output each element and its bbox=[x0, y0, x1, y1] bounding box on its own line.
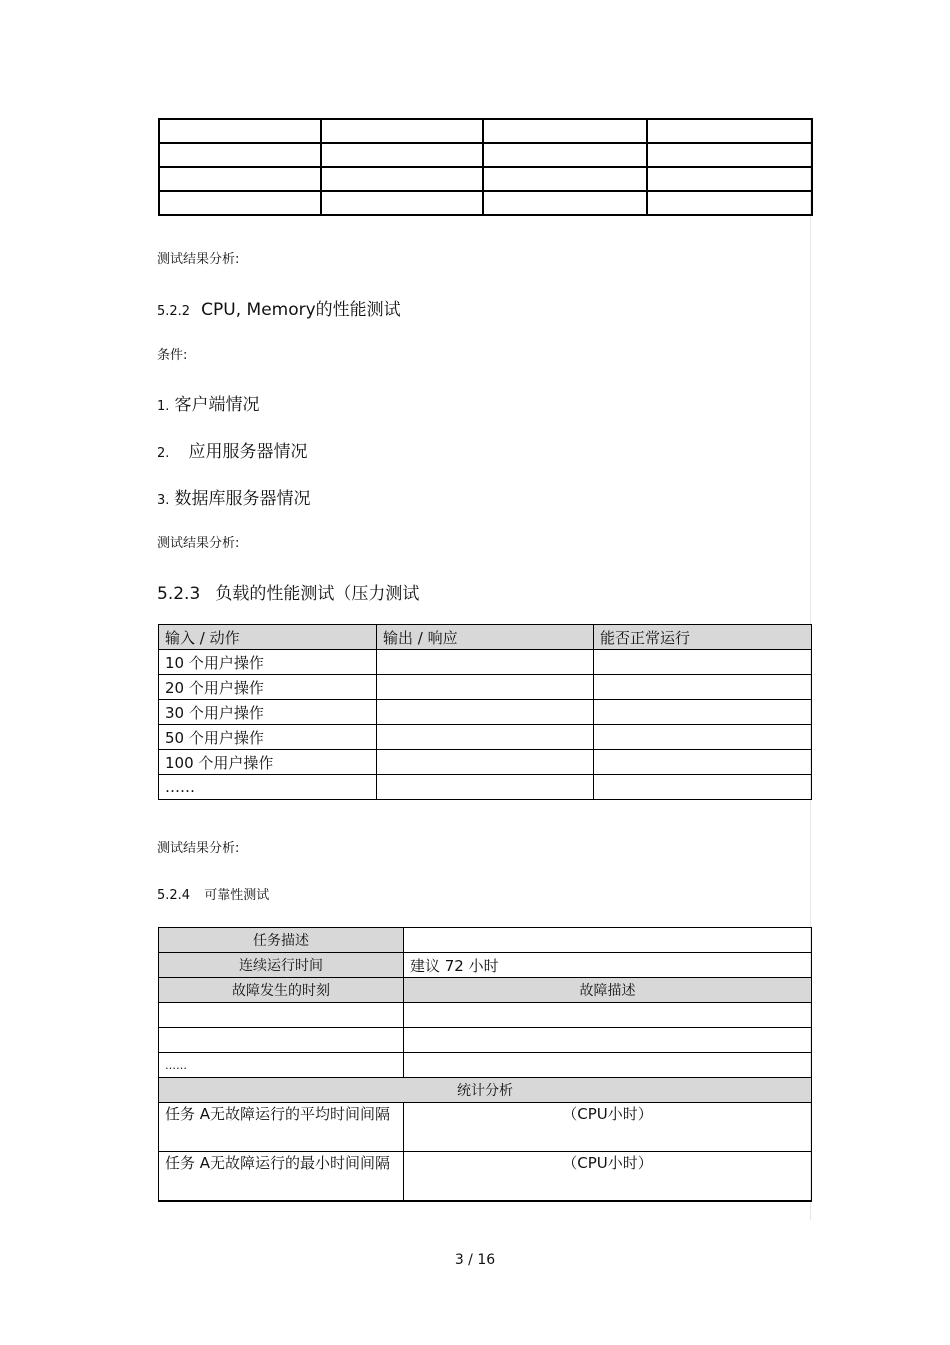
table-header-row bbox=[159, 625, 812, 650]
stats-header: 统计分析 bbox=[159, 1078, 812, 1103]
header-status: 能否正常运行 bbox=[594, 625, 812, 650]
table-row bbox=[159, 1103, 812, 1152]
mtbf-min-value: （CPU小时） bbox=[404, 1152, 812, 1202]
section-title: 负载的性能测试（压力测试 bbox=[215, 584, 420, 604]
table-row bbox=[159, 119, 812, 143]
load-test-table bbox=[158, 624, 812, 800]
analysis-label: 测试结果分析: bbox=[157, 536, 240, 551]
conditions-label: 条件: bbox=[157, 348, 188, 363]
fault-time-header: 故障发生的时刻 bbox=[159, 978, 404, 1003]
header-output: 输出 / 响应 bbox=[377, 625, 594, 650]
section-heading-523 bbox=[157, 579, 419, 604]
page-number: 3 / 16 bbox=[454, 1252, 496, 1268]
table-row: 50 个用户操作 bbox=[159, 725, 812, 750]
section-number: 5.2.4 bbox=[157, 888, 191, 903]
runtime-value: 建议 72 小时 bbox=[404, 953, 812, 978]
section-number: 5.2.2 bbox=[157, 304, 191, 319]
mtbf-avg-label: 任务 A无故障运行的平均时间间隔 bbox=[159, 1103, 404, 1152]
table-row bbox=[159, 928, 812, 953]
section-title: CPU, Memory的性能测试 bbox=[201, 300, 401, 320]
table-row: 20 个用户操作 bbox=[159, 675, 812, 700]
section-heading-522 bbox=[157, 295, 401, 320]
table-row bbox=[159, 191, 812, 215]
continued-table bbox=[158, 118, 813, 216]
mtbf-min-label: 任务 A无故障运行的最小时间间隔 bbox=[159, 1152, 404, 1202]
list-item: 3. 数据库服务器情况 bbox=[157, 489, 311, 509]
table-row bbox=[159, 953, 812, 978]
section-number: 5.2.3 bbox=[157, 584, 201, 604]
table-row: …… bbox=[159, 775, 812, 800]
list-item: 1. 客户端情况 bbox=[157, 395, 260, 415]
table-row bbox=[159, 143, 812, 167]
table-row: 30 个用户操作 bbox=[159, 700, 812, 725]
table-row bbox=[159, 1152, 812, 1202]
section-heading-524 bbox=[157, 884, 269, 903]
list-item: 2. 应用服务器情况 bbox=[157, 442, 308, 462]
task-desc-label: 任务描述 bbox=[159, 928, 404, 953]
reliability-table bbox=[158, 927, 812, 1202]
table-row: 100 个用户操作 bbox=[159, 750, 812, 775]
analysis-label: 测试结果分析: bbox=[157, 252, 240, 267]
section-title: 可靠性测试 bbox=[204, 888, 270, 903]
table-row bbox=[159, 1003, 812, 1028]
table-row: 10 个用户操作 bbox=[159, 650, 812, 675]
fault-desc-header: 故障描述 bbox=[404, 978, 812, 1003]
table-row bbox=[159, 1078, 812, 1103]
runtime-label: 连续运行时间 bbox=[159, 953, 404, 978]
header-input: 输入 / 动作 bbox=[159, 625, 377, 650]
table-row bbox=[159, 1028, 812, 1053]
analysis-label: 测试结果分析: bbox=[157, 841, 240, 856]
table-row bbox=[159, 167, 812, 191]
mtbf-avg-value: （CPU小时） bbox=[404, 1103, 812, 1152]
table-row: …… bbox=[159, 1053, 812, 1078]
table-header-row bbox=[159, 978, 812, 1003]
